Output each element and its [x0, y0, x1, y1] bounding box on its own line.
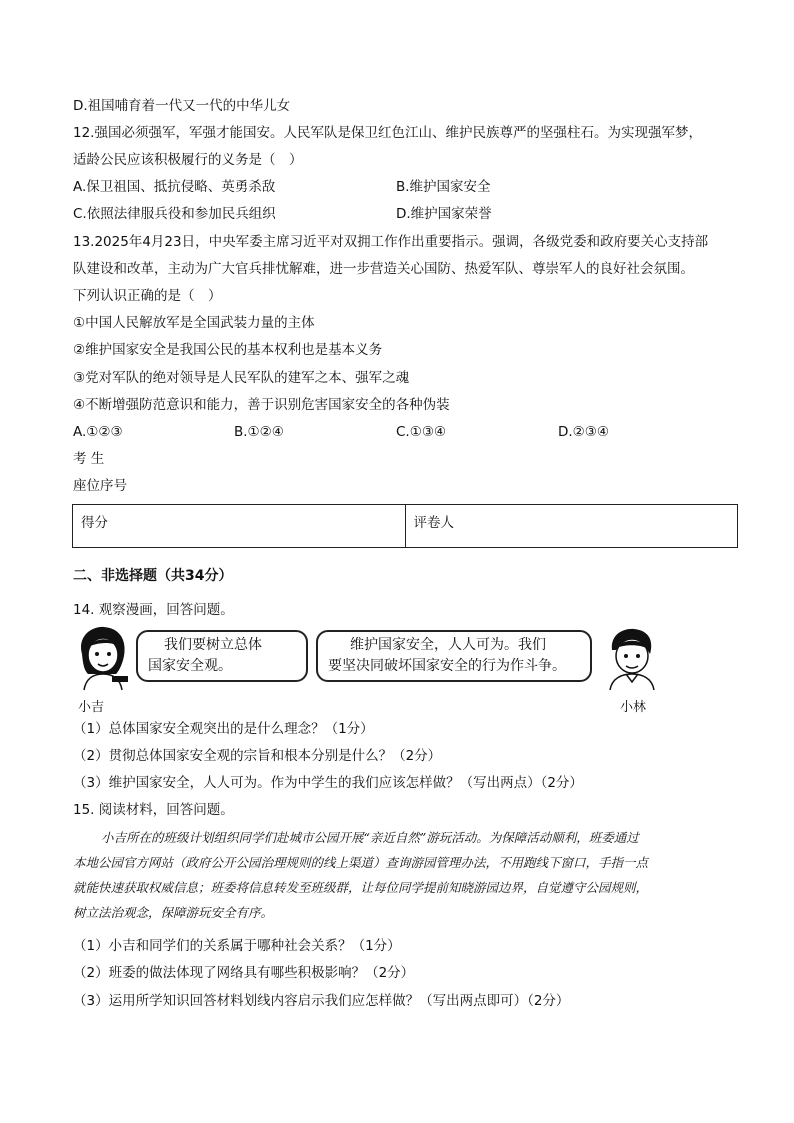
score-table	[72, 504, 738, 548]
material-line-4: 树立法治观念，保障游玩安全有序。	[73, 905, 274, 920]
q13-option-a[interactable]: A.①②③	[73, 424, 123, 440]
q13-stem-line3: 下列认识正确的是（ ）	[73, 288, 222, 304]
q12-option-b[interactable]: B.维护国家安全	[396, 179, 491, 195]
q13-item-4: ④不断增强防范意识和能力，善于识别危害国家安全的各种伪装	[73, 397, 450, 413]
speech-bubble-left	[136, 630, 308, 682]
q13-stem-line2: 队建设和改革，主动为广大官兵排忧解难，进一步营造关心国防、热爱军队、尊崇军人的良好社会氛围。	[73, 261, 694, 277]
material-line-2: 本地公园官方网站（政府公开公园治理规则的线上渠道）查询游园管理办法，不用跑线下窗口，手指一点	[73, 855, 649, 870]
bubble-right-line1: 维护国家安全，人人可为。我们	[350, 637, 546, 653]
q15-sub-3: （3）运用所学知识回答材料划线内容启示我们应怎样做？（写出两点即可）（2分）	[73, 993, 570, 1009]
boy-cartoon-icon	[598, 626, 662, 692]
examinee-label: 考 生	[73, 451, 105, 467]
q12-stem-line2: 适龄公民应该积极履行的义务是（ ）	[73, 152, 303, 168]
grader-cell[interactable]: 评卷人	[405, 505, 738, 547]
score-cell[interactable]: 得分	[81, 515, 108, 531]
q12-stem-line1: 12.强国必须强军，军强才能国安。人民军队是保卫红色江山、维护民族尊严的坚强柱石。为实现强军梦，	[73, 125, 702, 141]
q15-sub-1: （1）小吉和同学们的关系属于哪种社会关系？（1分）	[73, 938, 401, 954]
q13-item-2: ②维护国家安全是我国公民的基本权利也是基本义务	[73, 342, 383, 358]
q11-option-d: D.祖国哺育着一代又一代的中华儿女	[73, 98, 291, 114]
name-right: 小林	[620, 700, 647, 715]
q13-option-b[interactable]: B.①②④	[234, 424, 284, 440]
speech-bubble-right	[316, 630, 592, 682]
q12-option-d[interactable]: D.维护国家荣誉	[396, 206, 492, 222]
bubble-left-line2: 国家安全观。	[148, 658, 232, 674]
q13-option-d[interactable]: D.②③④	[558, 424, 609, 440]
q15-stem: 15. 阅读材料，回答问题。	[73, 802, 234, 818]
q14-sub-2: （2）贯彻总体国家安全观的宗旨和根本分别是什么？（2分）	[73, 748, 442, 764]
section-title: 二、非选择题（共34分）	[73, 568, 233, 584]
q12-option-a[interactable]: A.保卫祖国、抵抗侵略、英勇杀敌	[73, 179, 276, 195]
q15-sub-2: （2）班委的做法体现了网络具有哪些积极影响？（2分）	[73, 965, 415, 981]
girl-cartoon-icon	[72, 624, 132, 692]
comic-illustration	[72, 624, 662, 716]
q13-stem-line1: 13.2025年4月23日，中央军委主席习近平对双拥工作作出重要指示。强调，各级党委和政府要关心支持部	[73, 234, 709, 250]
q14-stem: 14. 观察漫画，回答问题。	[73, 602, 234, 618]
material-line-1: 小吉所在的班级计划组织同学们赴城市公园开展“亲近自然”游玩活动。为保障活动顺利，班委通过	[101, 830, 639, 845]
q13-item-3: ③党对军队的绝对领导是人民军队的建军之本、强军之魂	[73, 370, 410, 386]
q13-item-1: ①中国人民解放军是全国武装力量的主体	[73, 315, 315, 331]
q14-sub-1: （1）总体国家安全观突出的是什么理念？（1分）	[73, 721, 374, 737]
q15-material	[73, 825, 733, 925]
q13-option-c[interactable]: C.①③④	[396, 424, 447, 440]
seat-number-label: 座位序号	[73, 478, 127, 494]
material-line-3: 就能快速获取权威信息；班委将信息转发至班级群，让每位同学提前知晓游园边界，自觉遵守公园规则，	[73, 880, 649, 895]
bubble-left-line1: 我们要树立总体	[164, 637, 262, 653]
name-left: 小吉	[78, 700, 105, 715]
q12-option-c[interactable]: C.依照法律服兵役和参加民兵组织	[73, 206, 276, 222]
q14-sub-3: （3）维护国家安全，人人可为。作为中学生的我们应该怎样做？（写出两点）（2分）	[73, 775, 583, 791]
bubble-right-line2: 要坚决同破坏国家安全的行为作斗争。	[328, 658, 566, 674]
